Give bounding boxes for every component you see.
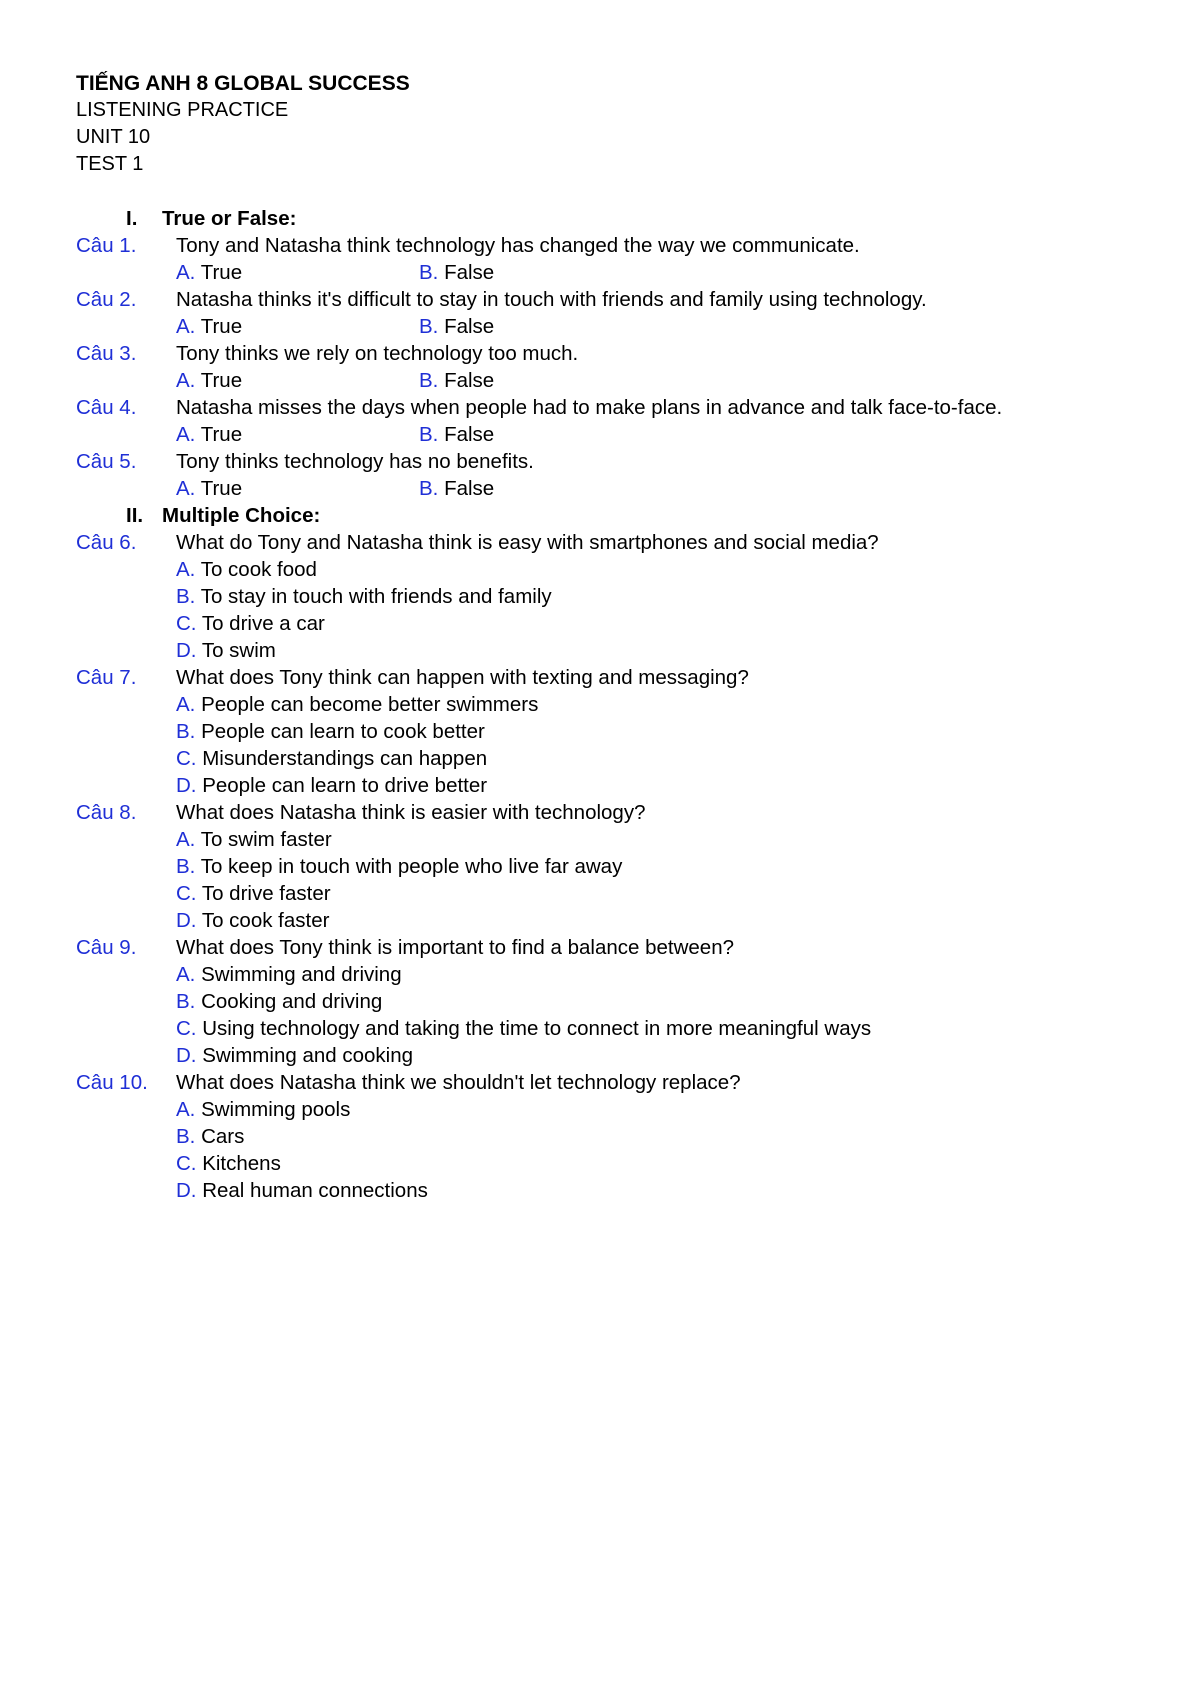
option-text: To drive a car <box>201 612 325 635</box>
option-letter: A. <box>176 963 196 986</box>
options-row <box>76 826 1136 853</box>
options-row <box>76 259 1136 286</box>
section-title: True or False: <box>162 207 297 230</box>
option-text: Using technology and taking the time to connect in more meaningful ways <box>202 1017 872 1040</box>
options-row <box>76 367 1136 394</box>
answer-option[interactable] <box>176 585 552 608</box>
question <box>76 934 1136 961</box>
option-letter: B. <box>419 477 439 500</box>
option-text: To cook faster <box>201 909 330 932</box>
question <box>76 529 1136 556</box>
answer-option[interactable] <box>176 612 325 635</box>
question-number: Câu 8. <box>76 801 137 824</box>
question-text: Natasha misses the days when people had to make plans in advance and talk face-to-face. <box>176 396 1003 419</box>
option-text: To swim faster <box>200 828 332 851</box>
options-row <box>76 1096 1136 1123</box>
question <box>76 1069 1136 1096</box>
option-letter: A. <box>176 477 196 500</box>
options-row <box>76 1123 1136 1150</box>
unit-label: UNIT 10 <box>76 126 151 148</box>
question-text: Tony thinks technology has no benefits. <box>176 450 534 473</box>
option-letter: C. <box>176 1152 197 1175</box>
option-letter: A. <box>176 558 196 581</box>
options-row <box>76 1150 1136 1177</box>
answer-option[interactable] <box>176 1017 871 1040</box>
option-letter: B. <box>419 369 439 392</box>
option-letter: C. <box>176 747 197 770</box>
answer-option[interactable] <box>419 475 494 502</box>
option-text: Swimming and cooking <box>202 1044 413 1067</box>
options-row <box>76 853 1136 880</box>
answer-option[interactable] <box>176 693 538 716</box>
option-text: True <box>200 477 243 500</box>
options-row <box>76 313 1136 340</box>
option-text: False <box>444 261 495 284</box>
option-text: People can learn to drive better <box>202 774 488 797</box>
options-row <box>76 1042 1136 1069</box>
option-text: To keep in touch with people who live far away <box>200 855 623 878</box>
options-row <box>76 718 1136 745</box>
option-letter: A. <box>176 261 196 284</box>
option-text: False <box>444 315 495 338</box>
answer-option[interactable] <box>176 558 317 581</box>
answer-option[interactable] <box>419 367 494 394</box>
option-letter: B. <box>176 585 196 608</box>
question-text: Natasha thinks it's difficult to stay in touch with friends and family using technology. <box>176 288 927 311</box>
answer-option[interactable] <box>176 259 419 286</box>
options-row <box>76 745 1136 772</box>
options-row <box>76 880 1136 907</box>
options-row <box>76 691 1136 718</box>
option-letter: B. <box>176 720 196 743</box>
options-row <box>76 988 1136 1015</box>
question <box>76 232 1136 259</box>
question-number: Câu 5. <box>76 450 137 473</box>
option-letter: B. <box>419 315 439 338</box>
option-letter: A. <box>176 369 196 392</box>
answer-option[interactable] <box>176 1179 428 1202</box>
options-row <box>76 421 1136 448</box>
option-letter: B. <box>176 855 196 878</box>
answer-option[interactable] <box>176 855 622 878</box>
sections-container <box>76 205 1136 1204</box>
option-text: To drive faster <box>201 882 331 905</box>
answer-option[interactable] <box>176 909 329 932</box>
options-row <box>76 961 1136 988</box>
section-heading <box>76 502 1136 529</box>
option-text: True <box>200 261 243 284</box>
question-number: Câu 3. <box>76 342 137 365</box>
option-letter: D. <box>176 1044 197 1067</box>
option-text: False <box>444 477 495 500</box>
worksheet-page <box>76 70 1136 1204</box>
options-row <box>76 556 1136 583</box>
options-row <box>76 1177 1136 1204</box>
option-text: False <box>444 423 495 446</box>
header-spacer <box>76 178 1136 205</box>
answer-option[interactable] <box>176 639 276 662</box>
option-letter: A. <box>176 1098 196 1121</box>
option-letter: A. <box>176 828 196 851</box>
question-number: Câu 10. <box>76 1071 148 1094</box>
option-letter: C. <box>176 1017 197 1040</box>
question <box>76 799 1136 826</box>
option-text: True <box>200 423 243 446</box>
option-text: Cooking and driving <box>201 990 383 1013</box>
option-text: False <box>444 369 495 392</box>
option-letter: D. <box>176 1179 197 1202</box>
question-number: Câu 6. <box>76 531 137 554</box>
answer-option[interactable] <box>176 828 332 851</box>
section-heading <box>76 205 1136 232</box>
option-text: People can become better swimmers <box>201 693 539 716</box>
option-letter: C. <box>176 882 197 905</box>
option-letter: C. <box>176 612 197 635</box>
question-number: Câu 4. <box>76 396 137 419</box>
options-row <box>76 583 1136 610</box>
answer-option[interactable] <box>176 367 419 394</box>
answer-option[interactable] <box>176 1152 281 1175</box>
option-letter: B. <box>176 1125 196 1148</box>
answer-option[interactable] <box>176 747 487 770</box>
option-letter: A. <box>176 693 196 716</box>
document-title: TIẾNG ANH 8 GLOBAL SUCCESS <box>76 72 410 95</box>
option-text: Swimming and driving <box>201 963 402 986</box>
option-letter: D. <box>176 909 197 932</box>
option-text: To cook food <box>200 558 317 581</box>
answer-option[interactable] <box>419 421 494 448</box>
answer-option[interactable] <box>419 313 494 340</box>
answer-option[interactable] <box>176 990 382 1013</box>
answer-option[interactable] <box>176 475 419 502</box>
question <box>76 448 1136 475</box>
answer-option[interactable] <box>176 313 419 340</box>
question-number: Câu 1. <box>76 234 137 257</box>
answer-option[interactable] <box>176 774 487 797</box>
question <box>76 664 1136 691</box>
question <box>76 340 1136 367</box>
section-title: Multiple Choice: <box>162 504 321 527</box>
answer-option[interactable] <box>176 421 419 448</box>
question-text: What does Tony think can happen with texting and messaging? <box>176 666 749 689</box>
question-number: Câu 7. <box>76 666 137 689</box>
section-number: I. <box>126 207 138 230</box>
question-text: What does Natasha think is easier with technology? <box>176 801 646 824</box>
option-letter: A. <box>176 423 196 446</box>
options-row <box>76 637 1136 664</box>
answer-option[interactable] <box>419 259 494 286</box>
options-row <box>76 1015 1136 1042</box>
options-row <box>76 610 1136 637</box>
answer-option[interactable] <box>176 1044 413 1067</box>
question-text: What does Tony think is important to find a balance between? <box>176 936 735 959</box>
option-letter: B. <box>176 990 196 1013</box>
question-text: Tony thinks we rely on technology too much. <box>176 342 579 365</box>
question-text: Tony and Natasha think technology has changed the way we communicate. <box>176 234 860 257</box>
options-row <box>76 907 1136 934</box>
option-text: People can learn to cook better <box>201 720 485 743</box>
question <box>76 286 1136 313</box>
option-text: True <box>200 369 243 392</box>
question-text: What does Natasha think we shouldn't let technology replace? <box>176 1071 741 1094</box>
option-text: True <box>200 315 243 338</box>
section-number: II. <box>126 504 144 527</box>
question-text: What do Tony and Natasha think is easy with smartphones and social media? <box>176 531 879 554</box>
test-label: TEST 1 <box>76 153 144 175</box>
options-row <box>76 772 1136 799</box>
options-row <box>76 475 1136 502</box>
question-number: Câu 9. <box>76 936 137 959</box>
answer-option[interactable] <box>176 963 402 986</box>
answer-option[interactable] <box>176 1125 244 1148</box>
option-text: Misunderstandings can happen <box>202 747 488 770</box>
answer-option[interactable] <box>176 720 485 743</box>
option-letter: B. <box>419 423 439 446</box>
option-letter: D. <box>176 774 197 797</box>
question <box>76 394 1136 421</box>
option-text: Real human connections <box>202 1179 428 1202</box>
question-number: Câu 2. <box>76 288 137 311</box>
option-letter: B. <box>419 261 439 284</box>
option-text: Cars <box>201 1125 245 1148</box>
option-text: Kitchens <box>202 1152 281 1175</box>
option-text: To stay in touch with friends and family <box>200 585 552 608</box>
option-letter: A. <box>176 315 196 338</box>
answer-option[interactable] <box>176 882 331 905</box>
option-text: To swim <box>201 639 276 662</box>
option-letter: D. <box>176 639 197 662</box>
option-text: Swimming pools <box>201 1098 351 1121</box>
document-subtitle: LISTENING PRACTICE <box>76 99 289 121</box>
answer-option[interactable] <box>176 1098 350 1121</box>
